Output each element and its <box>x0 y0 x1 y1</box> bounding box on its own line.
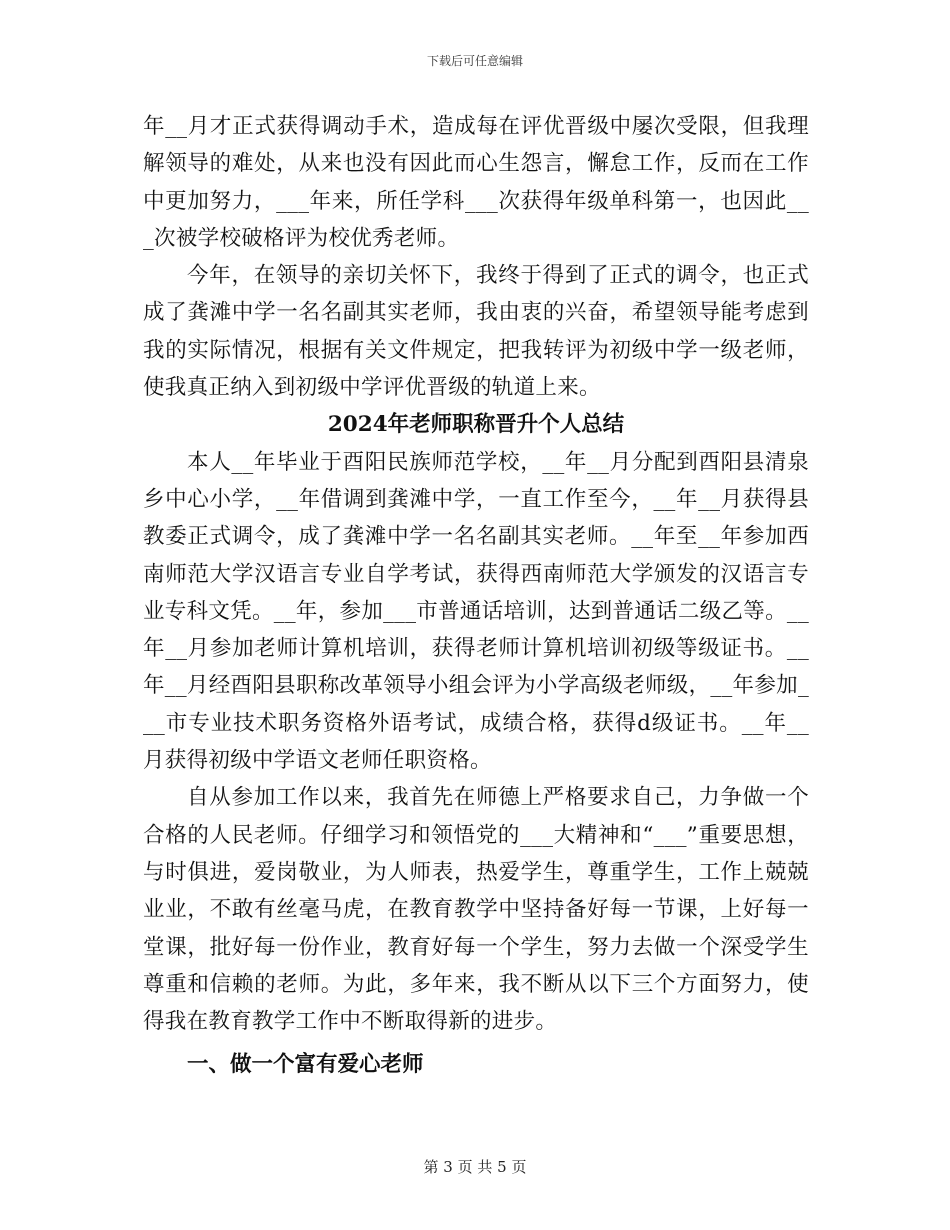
page-header: 下载后可任意编辑 <box>426 54 523 68</box>
document-body <box>143 108 809 1084</box>
subheading-caring-teacher: 一、做一个富有爱心老师 <box>187 1052 424 1078</box>
paragraph-background: 本人__年毕业于酉阳民族师范学校，__年__月分配到酉阳县清泉乡中心小学，__年借调到龚滩中学，一直工作至今，__年__月获得县教委正式调令，成了龚滩中学一名名副其实老师。__年至__年参加西南师范大学汉语言专业自学考试，获得西南师范大学颁发的汉语言专业专科文凭。__年，参加___市普通话培训，达到普通话二级乙等。__年__月参加老师计算机培训，获得老师计算机培训初级等级证书。__年__月经酉阳县职称改革领导小组会评为小学高级老师级，__年参加___市专业技术职务资格外语考试，成绩合格，获得d级证书。__年__月获得初级中学语文老师任职资格。 <box>143 449 809 774</box>
paragraph-ethics: 自从参加工作以来，我首先在师德上严格要求自己，力争做一个合格的人民老师。仔细学习和领悟党的___大精神和“___”重要思想，与时俱进，爱岗敬业，为人师表，热爱学生，尊重学生，工作上兢兢业业，不敢有丝毫马虎，在教育教学中坚持备好每一节课，上好每一堂课，批好每一份作业，教育好每一个学生，努力去做一个深受学生尊重和信赖的老师。为此，多年来，我不断从以下三个方面努力，使得我在教育教学工作中不断取得新的进步。 <box>143 785 809 1035</box>
paragraph-continued: 年__月才正式获得调动手术，造成每在评优晋级中屡次受限，但我理解领导的难处，从来也没有因此而心生怨言，懈怠工作，反而在工作中更加努力，___年来，所任学科___次获得年级单科第一，也因此___次被学校破格评为校优秀老师。 <box>143 114 809 251</box>
page-footer: 第 3 页 共 5 页 <box>423 1158 527 1176</box>
section-title: 2024年老师职称晋升个人总结 <box>327 412 625 438</box>
paragraph-request: 今年，在领导的亲切关怀下，我终于得到了正式的调令，也正式成了龚滩中学一名名副其实老师，我由衷的兴奋，希望领导能考虑到我的实际情况，根据有关文件规定，把我转评为初级中学一级老师，使我真正纳入到初级中学评优晋级的轨道上来。 <box>143 263 809 401</box>
